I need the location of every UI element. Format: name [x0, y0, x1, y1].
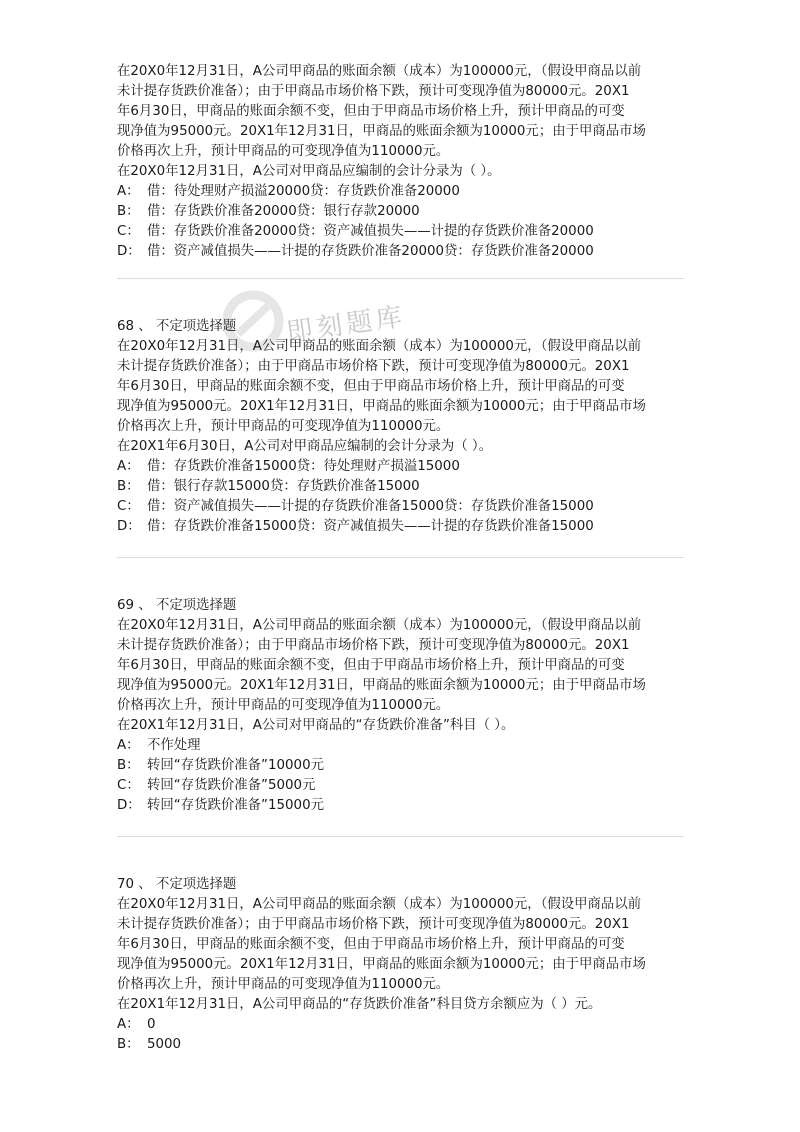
question-text: 在20X1年12月31日，A公司甲商品的“存货跌价准备”科目贷方余额应为（ ）元。 [117, 997, 602, 1012]
scenario-line: 价格再次上升，预计甲商品的可变现净值为110000元。 [117, 698, 450, 713]
scenario-line: 现净值为95000元。20X1年12月31日，甲商品的账面余额为10000元；由于甲商品市场 [117, 124, 646, 139]
divider [117, 278, 684, 279]
scenario-line: 年6月30日，甲商品的账面余额不变，但由于甲商品市场价格上升，预计甲商品的可变 [117, 658, 625, 673]
question-68 [117, 317, 687, 537]
scenario-line: 年6月30日，甲商品的账面余额不变，但由于甲商品市场价格上升，预计甲商品的可变 [117, 379, 625, 394]
option-d: D： 借：存货跌价准备15000贷：资产减值损失——计提的存货跌价准备15000 [117, 519, 594, 534]
question-title: 68 、 不定项选择题 [117, 319, 237, 334]
option-b: B： 借：银行存款15000贷：存货跌价准备15000 [117, 479, 420, 494]
question-text: 在20X0年12月31日，A公司对甲商品应编制的会计分录为（ ）。 [117, 164, 501, 179]
scenario-line: 在20X0年12月31日，A公司甲商品的账面余额（成本）为100000元，（假设甲商品以前 [117, 618, 642, 633]
option-c: C： 借：存货跌价准备20000贷：资产减值损失——计提的存货跌价准备20000 [117, 224, 594, 239]
scenario-line: 现净值为95000元。20X1年12月31日，甲商品的账面余额为10000元；由于甲商品市场 [117, 678, 646, 693]
question-title: 69 、 不定项选择题 [117, 598, 237, 613]
scenario-line: 年6月30日，甲商品的账面余额不变，但由于甲商品市场价格上升，预计甲商品的可变 [117, 104, 625, 119]
scenario-line: 未计提存货跌价准备）；由于甲商品市场价格下跌，预计可变现净值为80000元。20X1 [117, 84, 630, 99]
scenario-line: 价格再次上升，预计甲商品的可变现净值为110000元。 [117, 977, 450, 992]
option-b: B： 借：存货跌价准备20000贷：银行存款20000 [117, 204, 420, 219]
watermark-text: 即刻题库 [284, 301, 408, 349]
scenario-line: 在20X0年12月31日，A公司甲商品的账面余额（成本）为100000元，（假设甲商品以前 [117, 64, 642, 79]
option-c: C： 借：资产减值损失——计提的存货跌价准备15000贷：存货跌价准备15000 [117, 499, 594, 514]
scenario-line: 价格再次上升，预计甲商品的可变现净值为110000元。 [117, 144, 450, 159]
question-title: 70 、 不定项选择题 [117, 877, 237, 892]
question-70 [117, 875, 687, 1055]
option-d: D： 借：资产减值损失——计提的存货跌价准备20000贷：存货跌价准备20000 [117, 244, 594, 259]
divider [117, 557, 684, 558]
option-a: A： 借：待处理财产损溢20000贷：存货跌价准备20000 [117, 184, 460, 199]
question-text: 在20X1年6月30日，A公司对甲商品应编制的会计分录为（ ）。 [117, 439, 492, 454]
scenario-line: 在20X0年12月31日，A公司甲商品的账面余额（成本）为100000元，（假设甲商品以前 [117, 897, 642, 912]
option-a: A： 不作处理 [117, 738, 201, 753]
option-c: C： 转回“存货跌价准备”5000元 [117, 778, 316, 793]
scenario-line: 年6月30日，甲商品的账面余额不变，但由于甲商品市场价格上升，预计甲商品的可变 [117, 937, 625, 952]
scenario-line: 未计提存货跌价准备）；由于甲商品市场价格下跌，预计可变现净值为80000元。20X1 [117, 638, 630, 653]
scenario-line: 现净值为95000元。20X1年12月31日，甲商品的账面余额为10000元；由于甲商品市场 [117, 399, 646, 414]
question-67 [117, 62, 687, 262]
option-b: B： 转回“存货跌价准备”10000元 [117, 758, 324, 773]
option-b: B： 5000 [117, 1037, 182, 1052]
question-text: 在20X1年12月31日，A公司对甲商品的“存货跌价准备”科目（ ）。 [117, 718, 515, 733]
divider [117, 836, 684, 837]
option-d: D： 转回“存货跌价准备”15000元 [117, 798, 324, 813]
scenario-line: 价格再次上升，预计甲商品的可变现净值为110000元。 [117, 419, 450, 434]
scenario-line: 在20X0年12月31日，A公司甲商品的账面余额（成本）为100000元，（假设甲商品以前 [117, 339, 642, 354]
scenario-line: 未计提存货跌价准备）；由于甲商品市场价格下跌，预计可变现净值为80000元。20X1 [117, 359, 630, 374]
option-a: A： 0 [117, 1017, 156, 1032]
question-69 [117, 596, 687, 816]
scenario-line: 未计提存货跌价准备）；由于甲商品市场价格下跌，预计可变现净值为80000元。20X1 [117, 917, 630, 932]
option-a: A： 借：存货跌价准备15000贷：待处理财产损溢15000 [117, 459, 460, 474]
scenario-line: 现净值为95000元。20X1年12月31日，甲商品的账面余额为10000元；由于甲商品市场 [117, 957, 646, 972]
